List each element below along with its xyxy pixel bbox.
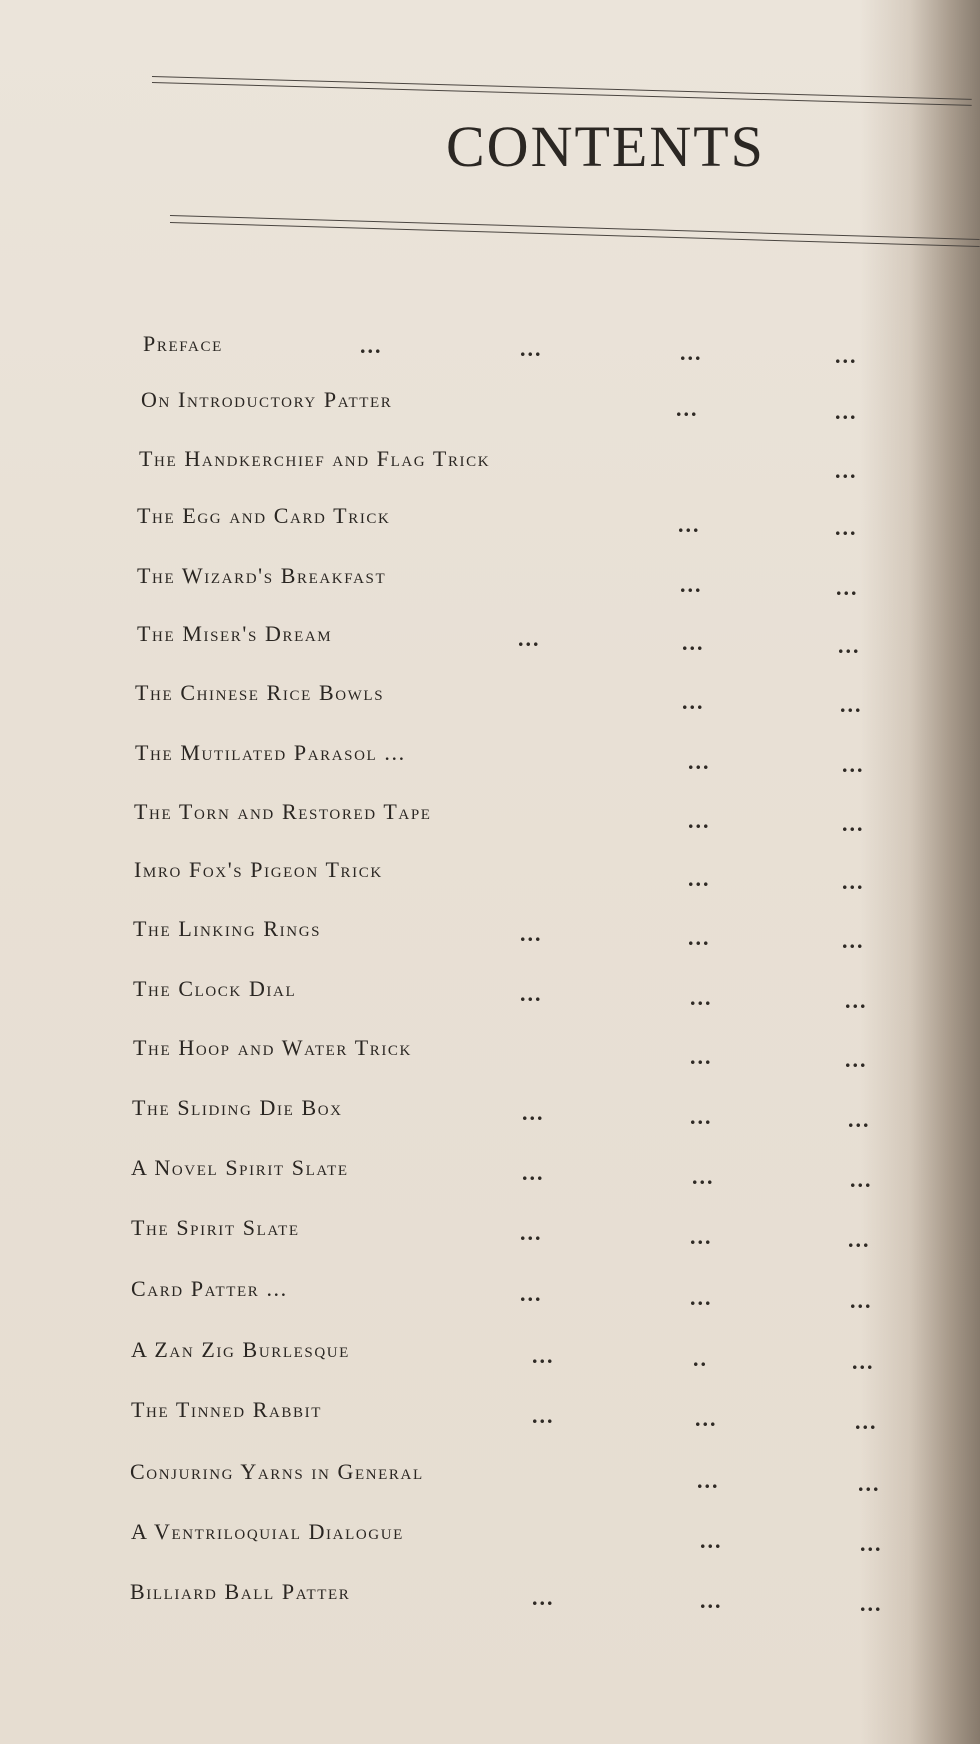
toc-entry [0, 1154, 900, 1194]
toc-entry [0, 502, 900, 542]
toc-leader-dots: ... [835, 343, 858, 368]
toc-entry [0, 798, 900, 838]
toc-entry-title: A Novel Spirit Slate [131, 1155, 349, 1180]
toc-leader-dots: ... [690, 985, 713, 1010]
toc-leader-dots: ... [842, 928, 865, 953]
toc-leader-dots: ... [680, 572, 703, 597]
toc-entry-title: On Introductory Patter [141, 387, 393, 412]
toc-leader-dots: ... [532, 1343, 555, 1368]
toc-leader-dots: ... [850, 1167, 873, 1192]
toc-entry-title: Conjuring Yarns in General [130, 1459, 424, 1484]
toc-leader-dots: ... [522, 1160, 545, 1185]
toc-leader-dots: ... [842, 811, 865, 836]
toc-entry-title: The Chinese Rice Bowls [135, 680, 385, 705]
toc-leader-dots: ... [690, 1044, 713, 1069]
toc-entry [0, 1275, 900, 1315]
toc-leader-dots: ... [690, 1104, 713, 1129]
toc-leader-dots: ... [842, 752, 865, 777]
toc-leader-dots: ... [520, 981, 543, 1006]
toc-entry-title: Preface [143, 331, 223, 356]
toc-leader-dots: ... [852, 1349, 875, 1374]
toc-leader-dots: ... [518, 626, 541, 651]
toc-entry [0, 975, 900, 1015]
toc-leader-dots: ... [848, 1227, 871, 1252]
toc-entry-title: The Sliding Die Box [132, 1095, 343, 1120]
toc-leader-dots: ... [688, 749, 711, 774]
toc-leader-dots: ... [522, 1100, 545, 1125]
toc-entry [0, 1034, 900, 1074]
toc-leader-dots: ... [532, 1403, 555, 1428]
toc-leader-dots: ... [848, 1107, 871, 1132]
toc-leader-dots: .. [693, 1346, 708, 1371]
toc-leader-dots: ... [676, 396, 699, 421]
toc-entry-title: The Miser's Dream [137, 621, 333, 646]
toc-entry [0, 445, 900, 485]
toc-leader-dots: ... [688, 925, 711, 950]
toc-leader-dots: ... [532, 1585, 555, 1610]
toc-leader-dots: ... [840, 692, 863, 717]
toc-leader-dots: ... [836, 575, 859, 600]
toc-entry-title: The Mutilated Parasol ... [135, 740, 406, 765]
toc-entry [0, 562, 900, 602]
toc-leader-dots: ... [835, 515, 858, 540]
toc-leader-dots: ... [860, 1591, 883, 1616]
toc-leader-dots: ... [682, 630, 705, 655]
toc-leader-dots: ... [678, 512, 701, 537]
toc-entry [0, 739, 900, 779]
toc-leader-dots: ... [680, 340, 703, 365]
toc-leader-dots: ... [845, 988, 868, 1013]
toc-entry [0, 620, 900, 660]
toc-entry [0, 330, 900, 370]
toc-entry-title: Billiard Ball Patter [130, 1579, 351, 1604]
toc-entry-title: The Torn and Restored Tape [134, 799, 432, 824]
toc-leader-dots: ... [695, 1406, 718, 1431]
toc-leader-dots: ... [845, 1047, 868, 1072]
toc-leader-dots: ... [520, 1220, 543, 1245]
toc-entry-title: The Wizard's Breakfast [137, 563, 387, 588]
toc-entry [0, 1396, 900, 1436]
toc-entry [0, 1458, 900, 1498]
toc-entry [0, 679, 900, 719]
toc-leader-dots: ... [688, 866, 711, 891]
toc-leader-dots: ... [520, 921, 543, 946]
toc-entry [0, 1518, 900, 1558]
toc-entry-title: The Hoop and Water Trick [133, 1035, 412, 1060]
toc-entry-title: A Zan Zig Burlesque [131, 1337, 350, 1362]
toc-leader-dots: ... [688, 808, 711, 833]
toc-leader-dots: ... [690, 1224, 713, 1249]
toc-leader-dots: ... [700, 1528, 723, 1553]
toc-leader-dots: ... [520, 1281, 543, 1306]
toc-entry [0, 1214, 900, 1254]
toc-entry [0, 386, 900, 426]
toc-entry-title: Card Patter ... [131, 1276, 288, 1301]
toc-leader-dots: ... [682, 689, 705, 714]
toc-entry [0, 915, 900, 955]
page-title: CONTENTS [446, 114, 765, 179]
toc-entry [0, 856, 900, 896]
toc-entry-title: A Ventriloquial Dialogue [131, 1519, 404, 1544]
toc-entry-title: The Egg and Card Trick [137, 503, 391, 528]
toc-leader-dots: ... [855, 1409, 878, 1434]
toc-entry-title: The Linking Rings [133, 916, 322, 941]
toc-leader-dots: ... [860, 1531, 883, 1556]
toc-entry-title: The Clock Dial [133, 976, 297, 1001]
toc-leader-dots: ... [692, 1164, 715, 1189]
toc-entry-title: The Tinned Rabbit [131, 1397, 323, 1422]
toc-entry-title: The Spirit Slate [131, 1215, 300, 1240]
toc-leader-dots: ... [520, 336, 543, 361]
toc-entry-title: Imro Fox's Pigeon Trick [134, 857, 383, 882]
toc-entry [0, 1336, 900, 1376]
toc-leader-dots: ... [835, 458, 858, 483]
toc-entry-title: The Handkerchief and Flag Trick [139, 446, 491, 471]
toc-leader-dots: ... [838, 633, 861, 658]
toc-leader-dots: ... [858, 1471, 881, 1496]
toc-leader-dots: ... [835, 399, 858, 424]
toc-leader-dots: ... [850, 1288, 873, 1313]
toc-leader-dots: ... [697, 1468, 720, 1493]
toc-leader-dots: ... [842, 869, 865, 894]
toc-entry [0, 1578, 900, 1618]
toc-leader-dots: ... [690, 1285, 713, 1310]
toc-leader-dots: ... [700, 1588, 723, 1613]
toc-entry [0, 1094, 900, 1134]
toc-leader-dots: ... [360, 333, 383, 358]
